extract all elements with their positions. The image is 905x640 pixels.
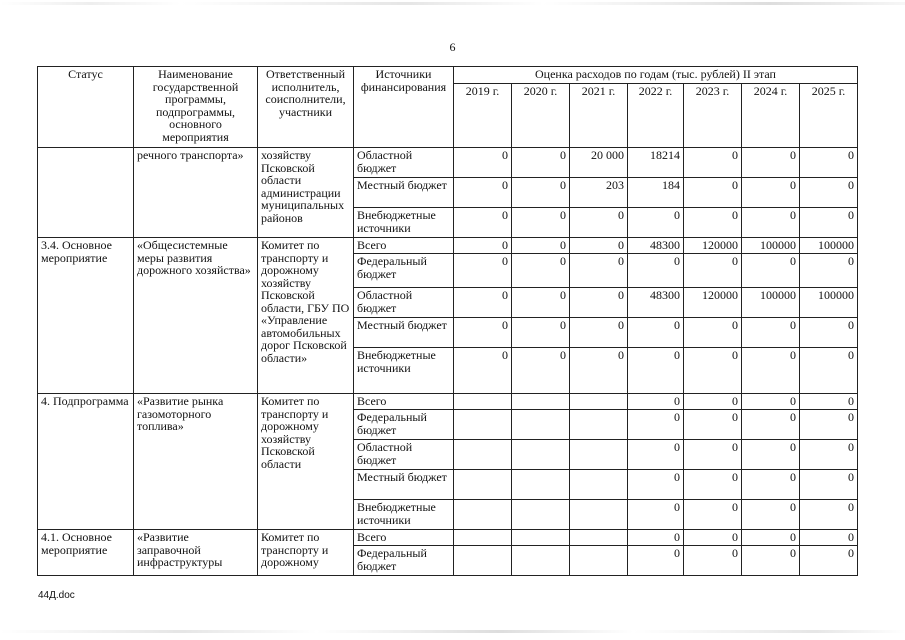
group-responsible: Комитет по транспорту и дорожному xyxy=(258,530,354,576)
header-year: 2023 г. xyxy=(684,83,742,147)
expense-value: 0 xyxy=(628,500,684,530)
scan-artifact-top xyxy=(0,2,905,5)
expense-value: 0 xyxy=(570,348,628,394)
group-status xyxy=(38,148,134,238)
scan-artifact-bottom xyxy=(0,630,905,633)
expense-value: 0 xyxy=(800,410,858,440)
financing-source: Всего xyxy=(354,394,454,410)
expense-value: 0 xyxy=(684,500,742,530)
group-status: 3.4. Основное мероприятие xyxy=(38,238,134,394)
expense-value: 100000 xyxy=(800,238,858,254)
expense-value: 0 xyxy=(512,254,570,288)
financing-source: Внебюджетные источники xyxy=(354,208,454,238)
expense-value: 0 xyxy=(628,410,684,440)
budget-table xyxy=(37,66,858,576)
header-year: 2022 г. xyxy=(628,83,684,147)
expense-value: 0 xyxy=(512,318,570,348)
group-status: 4. Подпрограмма xyxy=(38,394,134,530)
expense-value: 0 xyxy=(628,470,684,500)
group-name: «Общесистемные меры развития дорожного хозяйства» xyxy=(134,238,258,394)
expense-value: 0 xyxy=(570,208,628,238)
expense-value: 0 xyxy=(512,348,570,394)
expense-value: 0 xyxy=(742,318,800,348)
financing-source: Областной бюджет xyxy=(354,440,454,470)
expense-value: 0 xyxy=(570,238,628,254)
expense-value xyxy=(512,410,570,440)
expense-value: 0 xyxy=(512,178,570,208)
expense-value: 0 xyxy=(454,148,512,178)
financing-source: Местный бюджет xyxy=(354,318,454,348)
expense-value xyxy=(570,410,628,440)
expense-value: 0 xyxy=(684,440,742,470)
expense-value xyxy=(454,440,512,470)
expense-value: 0 xyxy=(684,318,742,348)
expense-value: 100000 xyxy=(742,238,800,254)
expense-value: 0 xyxy=(454,208,512,238)
expense-value: 0 xyxy=(570,288,628,318)
expense-value: 0 xyxy=(684,348,742,394)
expense-value: 0 xyxy=(800,254,858,288)
expense-value xyxy=(454,470,512,500)
expense-value xyxy=(512,530,570,546)
expense-value: 0 xyxy=(628,440,684,470)
table-row xyxy=(38,394,858,410)
expense-value: 0 xyxy=(800,546,858,576)
expense-value xyxy=(454,546,512,576)
expense-value: 0 xyxy=(684,208,742,238)
expense-value: 0 xyxy=(628,530,684,546)
expense-value xyxy=(570,546,628,576)
header-estimate: Оценка расходов по годам (тыс. рублей) II этап xyxy=(454,67,858,84)
expense-value: 0 xyxy=(512,238,570,254)
expense-value xyxy=(570,440,628,470)
expense-value: 0 xyxy=(800,148,858,178)
table-row xyxy=(38,238,858,254)
header-year: 2019 г. xyxy=(454,83,512,147)
financing-source: Внебюджетные источники xyxy=(354,348,454,394)
expense-value: 0 xyxy=(800,178,858,208)
expense-value: 0 xyxy=(684,394,742,410)
expense-value: 0 xyxy=(628,348,684,394)
expense-value: 0 xyxy=(742,500,800,530)
group-responsible: Комитет по транспорту и дорожному хозяйству Псковской области xyxy=(258,394,354,530)
expense-value: 0 xyxy=(684,530,742,546)
table-header xyxy=(38,67,858,148)
financing-source: Всего xyxy=(354,530,454,546)
expense-value: 0 xyxy=(512,208,570,238)
expense-value: 100000 xyxy=(800,288,858,318)
expense-value: 0 xyxy=(454,238,512,254)
expense-value xyxy=(454,410,512,440)
expense-value: 0 xyxy=(742,148,800,178)
group-name: «Развитие рынка газомоторного топлива» xyxy=(134,394,258,530)
expense-value: 0 xyxy=(628,254,684,288)
expense-value: 48300 xyxy=(628,238,684,254)
group-name: «Развитие заправочной инфраструктуры xyxy=(134,530,258,576)
expense-value: 0 xyxy=(742,208,800,238)
expense-value: 0 xyxy=(684,148,742,178)
expense-value: 0 xyxy=(454,348,512,394)
group-responsible: хозяйству Псковской области администрации муниципальных районов xyxy=(258,148,354,238)
expense-value xyxy=(570,500,628,530)
financing-source: Местный бюджет xyxy=(354,178,454,208)
page-number: 6 xyxy=(449,40,456,54)
expense-value: 0 xyxy=(512,148,570,178)
group-status: 4.1. Основное мероприятие xyxy=(38,530,134,576)
expense-value: 0 xyxy=(800,500,858,530)
expense-value: 0 xyxy=(684,470,742,500)
header-year: 2025 г. xyxy=(800,83,858,147)
group-name: речного транспорта» xyxy=(134,148,258,238)
expense-value: 0 xyxy=(800,208,858,238)
expense-value: 0 xyxy=(800,530,858,546)
header-name: Наименование государственной программы, подпрограммы, основного мероприятия xyxy=(134,67,258,148)
expense-value: 48300 xyxy=(628,288,684,318)
expense-value: 0 xyxy=(742,530,800,546)
expense-value xyxy=(512,394,570,410)
expense-value: 184 xyxy=(628,178,684,208)
header-status: Статус xyxy=(38,67,134,148)
expense-value: 120000 xyxy=(684,238,742,254)
header-year: 2020 г. xyxy=(512,83,570,147)
expense-value: 0 xyxy=(742,546,800,576)
expense-value xyxy=(512,470,570,500)
expense-value xyxy=(570,530,628,546)
table-row xyxy=(38,530,858,546)
expense-value: 0 xyxy=(800,318,858,348)
expense-value: 0 xyxy=(570,254,628,288)
expense-value: 0 xyxy=(742,254,800,288)
expense-value: 0 xyxy=(800,440,858,470)
expense-value: 0 xyxy=(742,470,800,500)
financing-source: Всего xyxy=(354,238,454,254)
expense-value xyxy=(570,394,628,410)
expense-value: 0 xyxy=(800,348,858,394)
header-year: 2024 г. xyxy=(742,83,800,147)
header-sources: Источники финансирования xyxy=(354,67,454,148)
financing-source: Федеральный бюджет xyxy=(354,546,454,576)
expense-value xyxy=(454,530,512,546)
header-year: 2021 г. xyxy=(570,83,628,147)
expense-value: 0 xyxy=(628,318,684,348)
expense-value: 0 xyxy=(800,470,858,500)
expense-value: 120000 xyxy=(684,288,742,318)
header-responsible: Ответственный исполнитель, соисполнители, участники xyxy=(258,67,354,148)
expense-value: 0 xyxy=(454,178,512,208)
expense-value: 0 xyxy=(742,394,800,410)
expense-value: 0 xyxy=(454,254,512,288)
expense-value: 0 xyxy=(454,288,512,318)
expense-value: 0 xyxy=(800,394,858,410)
table-row xyxy=(38,148,858,178)
expense-value xyxy=(512,440,570,470)
expense-value xyxy=(454,500,512,530)
expense-value: 0 xyxy=(684,178,742,208)
expense-value: 0 xyxy=(742,410,800,440)
financing-source: Областной бюджет xyxy=(354,148,454,178)
expense-value xyxy=(454,394,512,410)
table-body xyxy=(38,148,858,576)
financing-source: Федеральный бюджет xyxy=(354,410,454,440)
expense-value: 0 xyxy=(628,208,684,238)
expense-value: 203 xyxy=(570,178,628,208)
financing-source: Федеральный бюджет xyxy=(354,254,454,288)
group-responsible: Комитет по транспорту и дорожному хозяйству Псковской области, ГБУ ПО «Управление автомобильных дорог Псковской области» xyxy=(258,238,354,394)
expense-value: 0 xyxy=(684,254,742,288)
footer-filename: 44Д.doc xyxy=(38,590,75,601)
expense-value: 0 xyxy=(742,178,800,208)
expense-value: 0 xyxy=(684,546,742,576)
expense-value xyxy=(512,500,570,530)
financing-source: Местный бюджет xyxy=(354,470,454,500)
expense-value: 0 xyxy=(628,394,684,410)
expense-value: 0 xyxy=(684,410,742,440)
expense-value: 100000 xyxy=(742,288,800,318)
expense-value xyxy=(512,546,570,576)
expense-value: 20 000 xyxy=(570,148,628,178)
financing-source: Областной бюджет xyxy=(354,288,454,318)
financing-source: Внебюджетные источники xyxy=(354,500,454,530)
expense-value: 0 xyxy=(512,288,570,318)
expense-value: 0 xyxy=(742,440,800,470)
expense-value: 0 xyxy=(742,348,800,394)
expense-value: 0 xyxy=(628,546,684,576)
expense-value: 0 xyxy=(570,318,628,348)
expense-value: 18214 xyxy=(628,148,684,178)
expense-value xyxy=(570,470,628,500)
expense-value: 0 xyxy=(454,318,512,348)
